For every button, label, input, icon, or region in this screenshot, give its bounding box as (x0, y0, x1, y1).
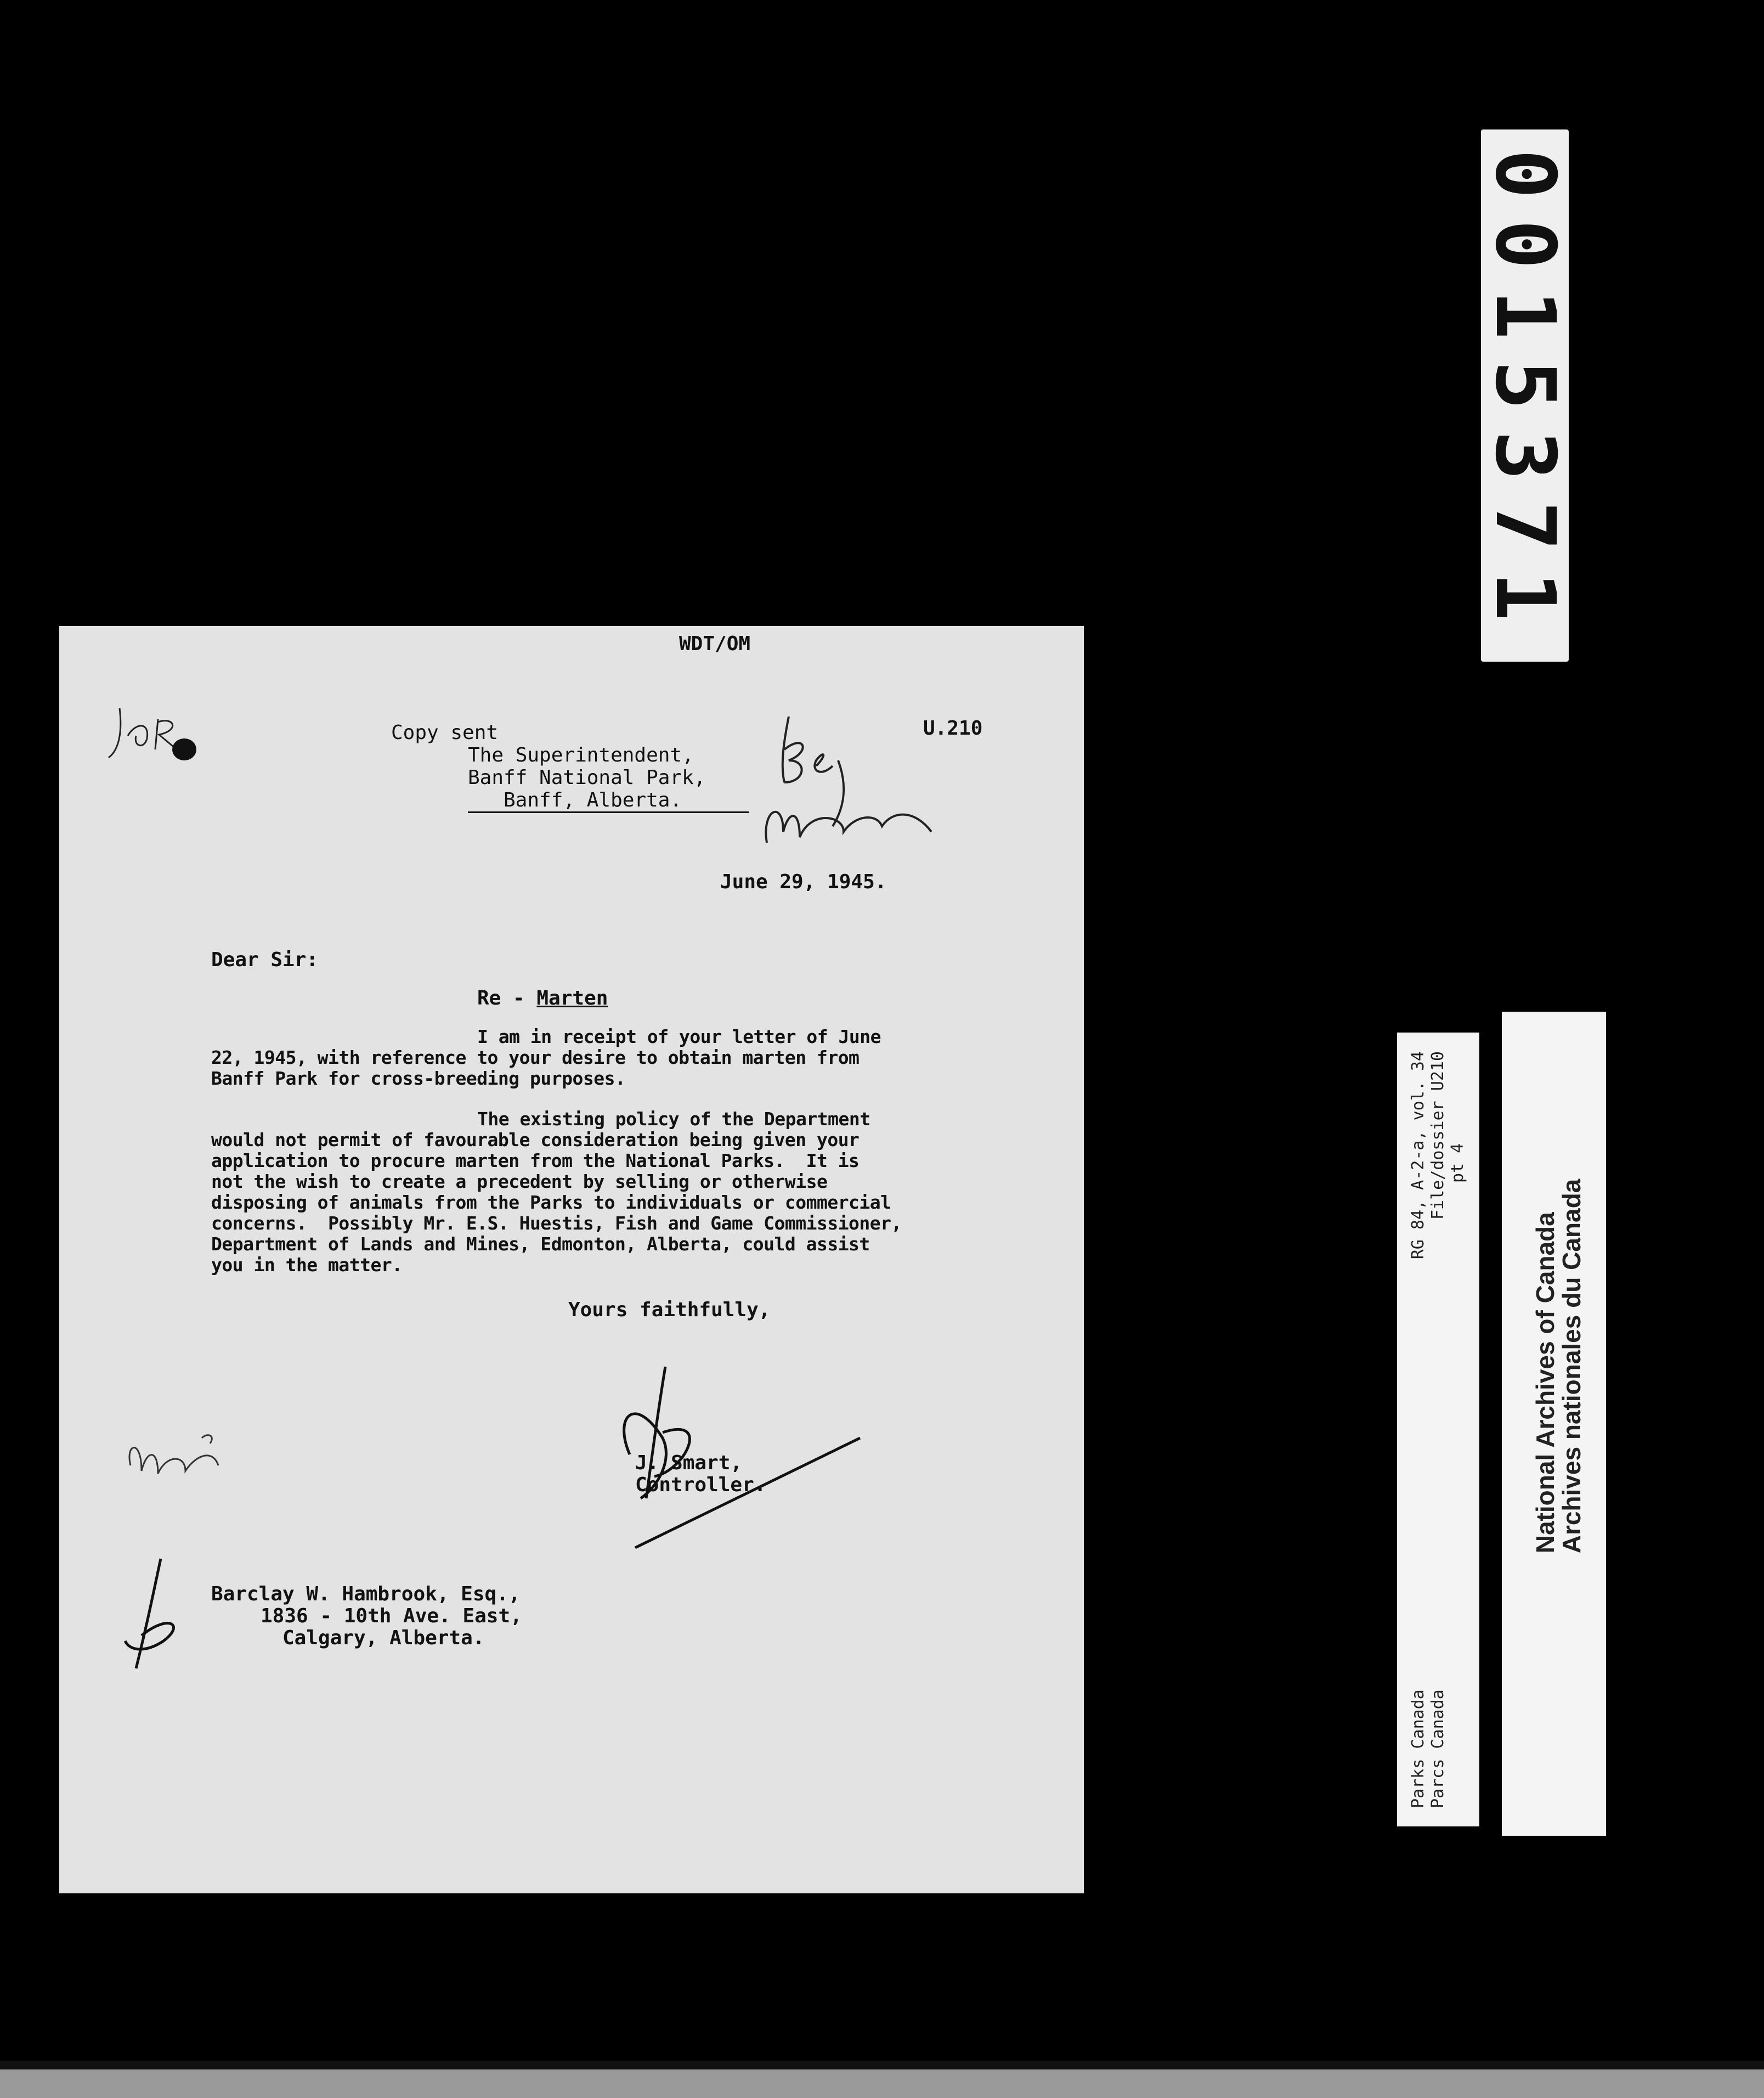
paragraph2-line5: disposing of animals from the Parks to individuals or commercial (211, 1192, 891, 1213)
subject-line (477, 988, 608, 1009)
film-edge-dark (0, 2061, 1764, 2069)
agency-name-fr: Parcs Canada (1428, 1689, 1448, 1808)
archive-reference-line3: pt 4 (1448, 1143, 1467, 1183)
archive-institution-strip (1502, 1012, 1606, 1836)
recipient-line1: Barclay W. Hambrook, Esq., (211, 1583, 521, 1605)
copy-addressee-line2: Banff National Park, (468, 766, 706, 789)
handwritten-note-mark (750, 700, 948, 881)
signatory-title: Controller. (635, 1474, 766, 1496)
letter-date: June 29, 1945. (720, 871, 887, 893)
handwritten-initials-left-mark (120, 1422, 240, 1509)
paragraph1-line1: I am in receipt of your letter of June (477, 1026, 881, 1047)
archive-reference-strip (1397, 1033, 1479, 1826)
paragraph2-line1: The existing policy of the Department (477, 1108, 870, 1130)
recipient-line2: 1836 - 10th Ave. East, (261, 1605, 522, 1627)
paragraph2-line8: you in the matter. (211, 1254, 403, 1276)
copy-addressee-line1: The Superintendent, (468, 744, 694, 766)
institution-name-en: National Archives of Canada (1530, 1212, 1559, 1554)
paragraph2-line7: Department of Lands and Mines, Edmonton, Alberta, could assist (211, 1233, 870, 1255)
copy-sent-label: Copy sent (391, 721, 499, 744)
reference-code: WDT/OM (679, 633, 751, 655)
agency-name-en: Parks Canada (1409, 1689, 1428, 1808)
handwritten-check-mark (109, 1548, 218, 1679)
frame-number-label (1477, 129, 1573, 662)
signatory-name: J. Smart, (635, 1452, 743, 1474)
handwritten-initials-mark (98, 697, 207, 774)
salutation: Dear Sir: (211, 949, 319, 971)
closing: Yours faithfully, (568, 1299, 771, 1321)
paragraph1-line3: Banff Park for cross-breeding purposes. (211, 1068, 626, 1089)
subject: Marten (536, 987, 608, 1009)
film-edge (0, 2069, 1764, 2098)
letter-page (59, 626, 1084, 1893)
paragraph2-line6: concerns. Possibly Mr. E.S. Huestis, Fish and Game Commissioner, (211, 1212, 902, 1234)
institution-name-fr: Archives nationales du Canada (1557, 1178, 1586, 1554)
recipient-line3: Calgary, Alberta. (282, 1627, 485, 1649)
copy-sent-underline (468, 811, 749, 813)
paragraph1-line2: 22, 1945, with reference to your desire to obtain marten from (211, 1047, 860, 1068)
file-number: U.210 (923, 717, 983, 740)
archive-reference-line1: RG 84, A-2-a, vol. 34 (1409, 1051, 1428, 1259)
paragraph2-line4: not the wish to create a precedent by selling or otherwise (211, 1171, 828, 1192)
paragraph2-line3: application to procure marten from the National Parks. It is (211, 1150, 860, 1171)
archive-reference-line2: File/dossier U210 (1428, 1051, 1448, 1220)
copy-addressee-line3: Banff, Alberta. (504, 789, 682, 811)
subject-prefix: Re - (477, 987, 537, 1009)
paragraph2-line2: would not permit of favourable consideration being given your (211, 1129, 860, 1150)
frame-number: 0015371 (1477, 149, 1573, 642)
